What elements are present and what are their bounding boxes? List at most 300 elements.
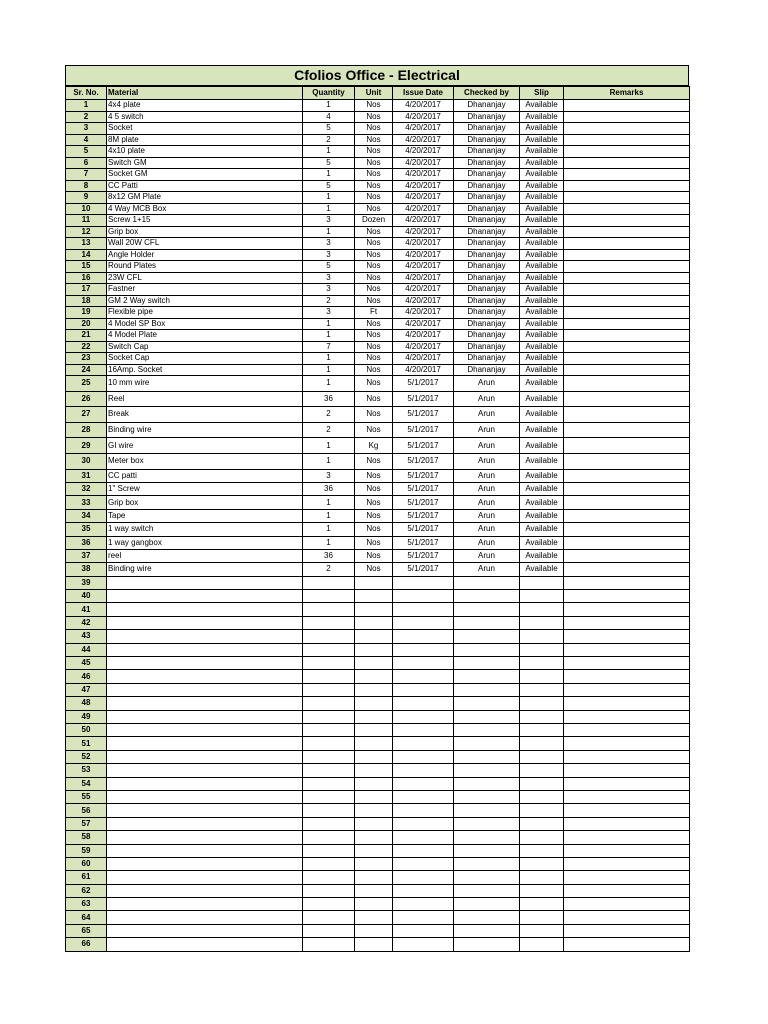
row-unit-cell[interactable]: Nos [355, 203, 393, 215]
row-quantity-cell[interactable] [303, 737, 355, 750]
row-remarks-cell[interactable] [564, 563, 690, 576]
row-remarks-cell[interactable] [564, 422, 690, 438]
row-slip-cell[interactable] [520, 697, 564, 710]
row-checked-by-cell[interactable]: Dhananjay [454, 238, 520, 250]
row-material-cell[interactable] [107, 844, 303, 857]
row-quantity-cell[interactable] [303, 603, 355, 616]
row-remarks-cell[interactable] [564, 804, 690, 817]
row-sr-cell[interactable]: 64 [66, 911, 107, 924]
row-remarks-cell[interactable] [564, 697, 690, 710]
row-sr-cell[interactable]: 9 [66, 192, 107, 204]
row-sr-cell[interactable]: 14 [66, 249, 107, 261]
row-sr-cell[interactable]: 49 [66, 710, 107, 723]
row-material-cell[interactable]: Switch Cap [107, 341, 303, 353]
row-remarks-cell[interactable] [564, 169, 690, 181]
row-issue-date-cell[interactable]: 4/20/2017 [393, 364, 454, 376]
row-remarks-cell[interactable] [564, 857, 690, 870]
row-checked-by-cell[interactable] [454, 710, 520, 723]
row-material-cell[interactable]: Break [107, 407, 303, 423]
row-quantity-cell[interactable]: 3 [303, 272, 355, 284]
row-remarks-cell[interactable] [564, 157, 690, 169]
row-slip-cell[interactable] [520, 723, 564, 736]
row-checked-by-cell[interactable] [454, 857, 520, 870]
row-quantity-cell[interactable]: 1 [303, 226, 355, 238]
row-issue-date-cell[interactable] [393, 657, 454, 670]
row-slip-cell[interactable]: Available [520, 307, 564, 319]
row-remarks-cell[interactable] [564, 180, 690, 192]
row-material-cell[interactable] [107, 804, 303, 817]
row-unit-cell[interactable] [355, 831, 393, 844]
row-checked-by-cell[interactable]: Dhananjay [454, 353, 520, 365]
row-material-cell[interactable] [107, 723, 303, 736]
row-quantity-cell[interactable] [303, 723, 355, 736]
row-issue-date-cell[interactable]: 5/1/2017 [393, 536, 454, 549]
row-unit-cell[interactable]: Nos [355, 563, 393, 576]
row-quantity-cell[interactable] [303, 898, 355, 911]
row-checked-by-cell[interactable] [454, 871, 520, 884]
row-checked-by-cell[interactable] [454, 777, 520, 790]
row-unit-cell[interactable] [355, 643, 393, 656]
row-checked-by-cell[interactable]: Dhananjay [454, 249, 520, 261]
row-checked-by-cell[interactable]: Arun [454, 549, 520, 562]
row-material-cell[interactable] [107, 884, 303, 897]
row-checked-by-cell[interactable]: Dhananjay [454, 272, 520, 284]
row-quantity-cell[interactable]: 5 [303, 157, 355, 169]
row-checked-by-cell[interactable] [454, 657, 520, 670]
row-slip-cell[interactable] [520, 590, 564, 603]
row-issue-date-cell[interactable] [393, 898, 454, 911]
row-quantity-cell[interactable] [303, 750, 355, 763]
row-unit-cell[interactable] [355, 844, 393, 857]
row-unit-cell[interactable]: Nos [355, 261, 393, 273]
row-sr-cell[interactable]: 11 [66, 215, 107, 227]
row-issue-date-cell[interactable]: 4/20/2017 [393, 341, 454, 353]
row-issue-date-cell[interactable] [393, 871, 454, 884]
row-issue-date-cell[interactable] [393, 723, 454, 736]
row-sr-cell[interactable]: 53 [66, 764, 107, 777]
row-sr-cell[interactable]: 57 [66, 817, 107, 830]
row-checked-by-cell[interactable]: Dhananjay [454, 100, 520, 112]
row-unit-cell[interactable]: Nos [355, 496, 393, 509]
row-remarks-cell[interactable] [564, 817, 690, 830]
row-quantity-cell[interactable]: 2 [303, 407, 355, 423]
row-quantity-cell[interactable]: 5 [303, 123, 355, 135]
row-issue-date-cell[interactable]: 4/20/2017 [393, 307, 454, 319]
row-unit-cell[interactable]: Nos [355, 376, 393, 392]
row-material-cell[interactable] [107, 938, 303, 951]
row-issue-date-cell[interactable]: 4/20/2017 [393, 295, 454, 307]
row-sr-cell[interactable]: 13 [66, 238, 107, 250]
row-issue-date-cell[interactable]: 4/20/2017 [393, 123, 454, 135]
row-checked-by-cell[interactable] [454, 750, 520, 763]
row-quantity-cell[interactable] [303, 630, 355, 643]
row-checked-by-cell[interactable] [454, 576, 520, 589]
row-quantity-cell[interactable] [303, 576, 355, 589]
row-issue-date-cell[interactable]: 5/1/2017 [393, 549, 454, 562]
row-issue-date-cell[interactable] [393, 630, 454, 643]
row-checked-by-cell[interactable] [454, 898, 520, 911]
row-quantity-cell[interactable]: 2 [303, 134, 355, 146]
row-unit-cell[interactable]: Nos [355, 111, 393, 123]
row-checked-by-cell[interactable] [454, 804, 520, 817]
row-unit-cell[interactable] [355, 938, 393, 951]
row-remarks-cell[interactable] [564, 603, 690, 616]
row-unit-cell[interactable]: Nos [355, 341, 393, 353]
row-slip-cell[interactable] [520, 817, 564, 830]
row-issue-date-cell[interactable]: 5/1/2017 [393, 509, 454, 522]
row-quantity-cell[interactable]: 3 [303, 238, 355, 250]
row-quantity-cell[interactable]: 1 [303, 192, 355, 204]
row-unit-cell[interactable]: Kg [355, 438, 393, 454]
row-material-cell[interactable]: 10 mm wire [107, 376, 303, 392]
row-checked-by-cell[interactable]: Arun [454, 509, 520, 522]
row-issue-date-cell[interactable]: 4/20/2017 [393, 226, 454, 238]
row-issue-date-cell[interactable] [393, 857, 454, 870]
row-quantity-cell[interactable]: 1 [303, 100, 355, 112]
row-material-cell[interactable] [107, 657, 303, 670]
row-issue-date-cell[interactable]: 4/20/2017 [393, 284, 454, 296]
row-checked-by-cell[interactable]: Arun [454, 496, 520, 509]
row-checked-by-cell[interactable] [454, 643, 520, 656]
row-material-cell[interactable] [107, 670, 303, 683]
row-sr-cell[interactable]: 60 [66, 857, 107, 870]
row-checked-by-cell[interactable] [454, 670, 520, 683]
row-sr-cell[interactable]: 54 [66, 777, 107, 790]
row-unit-cell[interactable] [355, 710, 393, 723]
row-issue-date-cell[interactable]: 5/1/2017 [393, 453, 454, 469]
row-checked-by-cell[interactable] [454, 590, 520, 603]
row-issue-date-cell[interactable] [393, 924, 454, 937]
row-quantity-cell[interactable]: 3 [303, 284, 355, 296]
row-slip-cell[interactable] [520, 844, 564, 857]
row-unit-cell[interactable] [355, 857, 393, 870]
row-slip-cell[interactable] [520, 643, 564, 656]
row-material-cell[interactable] [107, 643, 303, 656]
row-checked-by-cell[interactable]: Dhananjay [454, 192, 520, 204]
row-slip-cell[interactable] [520, 576, 564, 589]
row-sr-cell[interactable]: 17 [66, 284, 107, 296]
row-slip-cell[interactable] [520, 630, 564, 643]
row-remarks-cell[interactable] [564, 898, 690, 911]
row-checked-by-cell[interactable] [454, 790, 520, 803]
row-issue-date-cell[interactable] [393, 911, 454, 924]
row-remarks-cell[interactable] [564, 924, 690, 937]
row-remarks-cell[interactable] [564, 938, 690, 951]
row-sr-cell[interactable]: 24 [66, 364, 107, 376]
row-unit-cell[interactable]: Nos [355, 422, 393, 438]
row-quantity-cell[interactable]: 1 [303, 509, 355, 522]
row-sr-cell[interactable]: 43 [66, 630, 107, 643]
row-remarks-cell[interactable] [564, 307, 690, 319]
row-unit-cell[interactable] [355, 777, 393, 790]
row-sr-cell[interactable]: 29 [66, 438, 107, 454]
row-checked-by-cell[interactable]: Arun [454, 536, 520, 549]
row-issue-date-cell[interactable] [393, 777, 454, 790]
row-issue-date-cell[interactable]: 5/1/2017 [393, 469, 454, 482]
row-slip-cell[interactable]: Available [520, 157, 564, 169]
row-quantity-cell[interactable]: 5 [303, 261, 355, 273]
row-material-cell[interactable] [107, 898, 303, 911]
row-checked-by-cell[interactable]: Dhananjay [454, 295, 520, 307]
row-unit-cell[interactable] [355, 924, 393, 937]
row-unit-cell[interactable] [355, 884, 393, 897]
row-unit-cell[interactable] [355, 898, 393, 911]
row-checked-by-cell[interactable]: Dhananjay [454, 169, 520, 181]
row-slip-cell[interactable] [520, 683, 564, 696]
row-unit-cell[interactable] [355, 683, 393, 696]
row-remarks-cell[interactable] [564, 469, 690, 482]
row-checked-by-cell[interactable]: Arun [454, 453, 520, 469]
row-quantity-cell[interactable]: 36 [303, 391, 355, 407]
row-unit-cell[interactable] [355, 590, 393, 603]
row-slip-cell[interactable] [520, 857, 564, 870]
row-sr-cell[interactable]: 58 [66, 831, 107, 844]
row-material-cell[interactable]: Grip box [107, 226, 303, 238]
row-unit-cell[interactable] [355, 576, 393, 589]
row-sr-cell[interactable]: 5 [66, 146, 107, 158]
row-remarks-cell[interactable] [564, 643, 690, 656]
row-issue-date-cell[interactable]: 4/20/2017 [393, 134, 454, 146]
row-remarks-cell[interactable] [564, 871, 690, 884]
row-quantity-cell[interactable]: 5 [303, 180, 355, 192]
row-remarks-cell[interactable] [564, 509, 690, 522]
row-unit-cell[interactable]: Nos [355, 146, 393, 158]
row-unit-cell[interactable] [355, 697, 393, 710]
row-slip-cell[interactable]: Available [520, 146, 564, 158]
row-remarks-cell[interactable] [564, 683, 690, 696]
row-sr-cell[interactable]: 39 [66, 576, 107, 589]
row-unit-cell[interactable]: Nos [355, 330, 393, 342]
row-unit-cell[interactable]: Nos [355, 318, 393, 330]
row-remarks-cell[interactable] [564, 453, 690, 469]
row-checked-by-cell[interactable] [454, 844, 520, 857]
row-sr-cell[interactable]: 47 [66, 683, 107, 696]
row-sr-cell[interactable]: 35 [66, 523, 107, 536]
row-sr-cell[interactable]: 19 [66, 307, 107, 319]
row-sr-cell[interactable]: 36 [66, 536, 107, 549]
row-checked-by-cell[interactable] [454, 764, 520, 777]
row-material-cell[interactable]: 8x12 GM Plate [107, 192, 303, 204]
row-quantity-cell[interactable]: 36 [303, 549, 355, 562]
row-remarks-cell[interactable] [564, 911, 690, 924]
row-material-cell[interactable] [107, 764, 303, 777]
row-slip-cell[interactable] [520, 884, 564, 897]
row-remarks-cell[interactable] [564, 549, 690, 562]
row-sr-cell[interactable]: 50 [66, 723, 107, 736]
row-checked-by-cell[interactable]: Arun [454, 391, 520, 407]
row-unit-cell[interactable]: Nos [355, 407, 393, 423]
row-material-cell[interactable] [107, 603, 303, 616]
row-quantity-cell[interactable]: 1 [303, 169, 355, 181]
row-issue-date-cell[interactable]: 5/1/2017 [393, 496, 454, 509]
row-quantity-cell[interactable] [303, 844, 355, 857]
row-remarks-cell[interactable] [564, 376, 690, 392]
row-slip-cell[interactable]: Available [520, 330, 564, 342]
row-material-cell[interactable]: 4 Model Plate [107, 330, 303, 342]
row-quantity-cell[interactable]: 1 [303, 353, 355, 365]
row-sr-cell[interactable]: 38 [66, 563, 107, 576]
row-material-cell[interactable] [107, 576, 303, 589]
row-material-cell[interactable] [107, 683, 303, 696]
row-unit-cell[interactable] [355, 911, 393, 924]
row-quantity-cell[interactable] [303, 764, 355, 777]
row-checked-by-cell[interactable]: Dhananjay [454, 330, 520, 342]
row-quantity-cell[interactable]: 36 [303, 482, 355, 495]
row-slip-cell[interactable]: Available [520, 453, 564, 469]
row-unit-cell[interactable]: Nos [355, 536, 393, 549]
row-material-cell[interactable] [107, 790, 303, 803]
row-remarks-cell[interactable] [564, 438, 690, 454]
row-material-cell[interactable]: Round Plates [107, 261, 303, 273]
row-material-cell[interactable]: 16Amp. Socket [107, 364, 303, 376]
row-issue-date-cell[interactable]: 4/20/2017 [393, 215, 454, 227]
row-sr-cell[interactable]: 40 [66, 590, 107, 603]
row-remarks-cell[interactable] [564, 710, 690, 723]
row-checked-by-cell[interactable]: Arun [454, 469, 520, 482]
row-sr-cell[interactable]: 34 [66, 509, 107, 522]
row-material-cell[interactable]: Socket [107, 123, 303, 135]
row-checked-by-cell[interactable] [454, 630, 520, 643]
row-quantity-cell[interactable] [303, 871, 355, 884]
row-sr-cell[interactable]: 23 [66, 353, 107, 365]
row-sr-cell[interactable]: 25 [66, 376, 107, 392]
row-quantity-cell[interactable] [303, 590, 355, 603]
row-slip-cell[interactable]: Available [520, 318, 564, 330]
row-quantity-cell[interactable]: 3 [303, 215, 355, 227]
row-unit-cell[interactable]: Nos [355, 157, 393, 169]
row-material-cell[interactable] [107, 750, 303, 763]
row-checked-by-cell[interactable]: Arun [454, 422, 520, 438]
row-unit-cell[interactable] [355, 764, 393, 777]
row-material-cell[interactable] [107, 911, 303, 924]
row-remarks-cell[interactable] [564, 284, 690, 296]
row-slip-cell[interactable] [520, 790, 564, 803]
row-checked-by-cell[interactable] [454, 831, 520, 844]
row-sr-cell[interactable]: 2 [66, 111, 107, 123]
row-remarks-cell[interactable] [564, 657, 690, 670]
row-issue-date-cell[interactable]: 4/20/2017 [393, 169, 454, 181]
row-issue-date-cell[interactable] [393, 817, 454, 830]
row-remarks-cell[interactable] [564, 261, 690, 273]
row-remarks-cell[interactable] [564, 111, 690, 123]
row-quantity-cell[interactable] [303, 911, 355, 924]
row-remarks-cell[interactable] [564, 523, 690, 536]
row-issue-date-cell[interactable] [393, 884, 454, 897]
row-material-cell[interactable]: 4x10 plate [107, 146, 303, 158]
row-unit-cell[interactable]: Nos [355, 509, 393, 522]
row-checked-by-cell[interactable] [454, 817, 520, 830]
row-sr-cell[interactable]: 56 [66, 804, 107, 817]
row-quantity-cell[interactable] [303, 710, 355, 723]
row-quantity-cell[interactable]: 2 [303, 563, 355, 576]
row-quantity-cell[interactable]: 1 [303, 523, 355, 536]
row-slip-cell[interactable]: Available [520, 391, 564, 407]
row-remarks-cell[interactable] [564, 353, 690, 365]
row-issue-date-cell[interactable]: 4/20/2017 [393, 238, 454, 250]
row-issue-date-cell[interactable] [393, 670, 454, 683]
row-sr-cell[interactable]: 48 [66, 697, 107, 710]
row-issue-date-cell[interactable]: 5/1/2017 [393, 523, 454, 536]
row-slip-cell[interactable] [520, 603, 564, 616]
row-slip-cell[interactable]: Available [520, 238, 564, 250]
row-slip-cell[interactable]: Available [520, 523, 564, 536]
row-issue-date-cell[interactable] [393, 697, 454, 710]
row-unit-cell[interactable]: Nos [355, 523, 393, 536]
row-remarks-cell[interactable] [564, 203, 690, 215]
row-unit-cell[interactable] [355, 790, 393, 803]
row-checked-by-cell[interactable]: Dhananjay [454, 180, 520, 192]
row-unit-cell[interactable] [355, 616, 393, 629]
row-issue-date-cell[interactable]: 4/20/2017 [393, 330, 454, 342]
row-checked-by-cell[interactable]: Dhananjay [454, 111, 520, 123]
row-issue-date-cell[interactable]: 4/20/2017 [393, 249, 454, 261]
row-sr-cell[interactable]: 41 [66, 603, 107, 616]
row-remarks-cell[interactable] [564, 723, 690, 736]
row-sr-cell[interactable]: 27 [66, 407, 107, 423]
row-slip-cell[interactable]: Available [520, 261, 564, 273]
row-unit-cell[interactable]: Nos [355, 192, 393, 204]
row-checked-by-cell[interactable] [454, 683, 520, 696]
row-quantity-cell[interactable] [303, 924, 355, 937]
row-quantity-cell[interactable]: 3 [303, 249, 355, 261]
row-material-cell[interactable]: Reel [107, 391, 303, 407]
row-checked-by-cell[interactable]: Dhananjay [454, 318, 520, 330]
row-quantity-cell[interactable]: 1 [303, 376, 355, 392]
row-sr-cell[interactable]: 33 [66, 496, 107, 509]
row-unit-cell[interactable]: Nos [355, 391, 393, 407]
row-quantity-cell[interactable] [303, 938, 355, 951]
row-quantity-cell[interactable]: 1 [303, 536, 355, 549]
row-issue-date-cell[interactable] [393, 750, 454, 763]
row-remarks-cell[interactable] [564, 790, 690, 803]
row-slip-cell[interactable]: Available [520, 353, 564, 365]
row-quantity-cell[interactable]: 7 [303, 341, 355, 353]
row-material-cell[interactable]: Fastner [107, 284, 303, 296]
row-slip-cell[interactable]: Available [520, 180, 564, 192]
row-remarks-cell[interactable] [564, 295, 690, 307]
row-quantity-cell[interactable] [303, 817, 355, 830]
row-sr-cell[interactable]: 59 [66, 844, 107, 857]
row-quantity-cell[interactable]: 4 [303, 111, 355, 123]
row-material-cell[interactable]: Flexible pipe [107, 307, 303, 319]
row-issue-date-cell[interactable]: 4/20/2017 [393, 318, 454, 330]
row-unit-cell[interactable]: Nos [355, 226, 393, 238]
row-slip-cell[interactable] [520, 670, 564, 683]
row-issue-date-cell[interactable]: 5/1/2017 [393, 482, 454, 495]
row-checked-by-cell[interactable]: Dhananjay [454, 341, 520, 353]
row-slip-cell[interactable]: Available [520, 496, 564, 509]
row-remarks-cell[interactable] [564, 134, 690, 146]
row-sr-cell[interactable]: 4 [66, 134, 107, 146]
row-sr-cell[interactable]: 62 [66, 884, 107, 897]
row-unit-cell[interactable]: Nos [355, 364, 393, 376]
row-slip-cell[interactable] [520, 898, 564, 911]
row-quantity-cell[interactable] [303, 670, 355, 683]
row-slip-cell[interactable] [520, 616, 564, 629]
row-quantity-cell[interactable] [303, 790, 355, 803]
row-quantity-cell[interactable] [303, 616, 355, 629]
row-checked-by-cell[interactable]: Arun [454, 523, 520, 536]
row-slip-cell[interactable]: Available [520, 192, 564, 204]
row-unit-cell[interactable]: Nos [355, 284, 393, 296]
row-issue-date-cell[interactable] [393, 576, 454, 589]
row-slip-cell[interactable] [520, 764, 564, 777]
row-slip-cell[interactable] [520, 657, 564, 670]
row-checked-by-cell[interactable]: Arun [454, 407, 520, 423]
row-issue-date-cell[interactable]: 5/1/2017 [393, 376, 454, 392]
row-slip-cell[interactable]: Available [520, 407, 564, 423]
row-material-cell[interactable]: Socket Cap [107, 353, 303, 365]
